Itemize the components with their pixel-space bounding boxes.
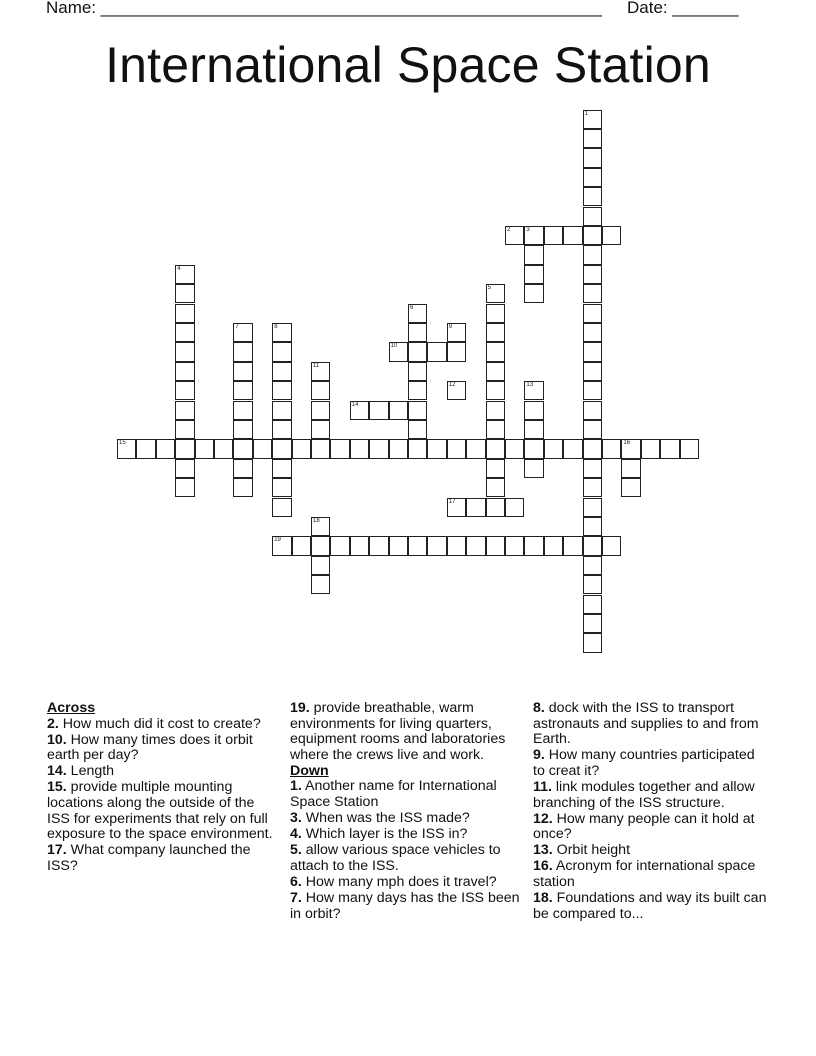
crossword-cell[interactable]: [175, 439, 194, 458]
crossword-cell[interactable]: [524, 265, 543, 284]
crossword-cell[interactable]: [583, 226, 602, 245]
crossword-cell[interactable]: [583, 129, 602, 148]
crossword-cell[interactable]: [505, 226, 524, 245]
cell-number: 1: [584, 110, 588, 117]
cell-number: 11: [313, 362, 320, 369]
clue-number: 3.: [290, 810, 302, 827]
crossword-cell[interactable]: [505, 498, 524, 517]
crossword-cell[interactable]: [544, 439, 563, 458]
crossword-cell[interactable]: [602, 536, 621, 555]
crossword-cell[interactable]: [233, 459, 252, 478]
crossword-cell[interactable]: [389, 536, 408, 555]
crossword-cell[interactable]: [505, 536, 524, 555]
crossword-cell[interactable]: [350, 536, 369, 555]
clue-across-10: [47, 733, 277, 764]
crossword-cell[interactable]: [486, 536, 505, 555]
crossword-cell[interactable]: [311, 536, 330, 555]
crossword-cell[interactable]: [447, 342, 466, 361]
crossword-cell[interactable]: [175, 265, 194, 284]
crossword-cell[interactable]: [486, 420, 505, 439]
crossword-cell[interactable]: [583, 633, 602, 652]
crossword-cell[interactable]: [447, 498, 466, 517]
clue-text: Foundations and way its built can be compared to...: [533, 890, 767, 922]
clue-number: 13.: [533, 842, 553, 859]
crossword-cell[interactable]: [583, 517, 602, 536]
crossword-cell[interactable]: [175, 323, 194, 342]
cell-number: 16: [623, 440, 631, 447]
crossword-cell[interactable]: [583, 207, 602, 226]
cell-number: 8: [274, 323, 278, 330]
clue-text: How many times does it orbit earth per day?: [47, 731, 253, 764]
crossword-cell[interactable]: [272, 439, 291, 458]
crossword-cell[interactable]: [408, 362, 427, 381]
crossword-cell[interactable]: [175, 381, 194, 400]
clue-text: Length: [66, 763, 115, 780]
clue-text: How many days has the ISS been in orbit?: [290, 890, 520, 922]
crossword-cell[interactable]: [156, 439, 175, 458]
crossword-cell[interactable]: [583, 381, 602, 400]
crossword-cell[interactable]: [583, 439, 602, 458]
crossword-cell[interactable]: [660, 439, 679, 458]
crossword-cell[interactable]: [583, 148, 602, 167]
crossword-cell[interactable]: [583, 556, 602, 575]
crossword-cell[interactable]: [272, 420, 291, 439]
clue-text: link modules together and allow branching of the ISS structure.: [533, 778, 755, 811]
crossword-cell[interactable]: [233, 478, 252, 497]
crossword-cell[interactable]: [175, 284, 194, 303]
crossword-cell[interactable]: [583, 342, 602, 361]
clue-across-17: [47, 843, 277, 874]
cell-number: 14: [351, 401, 359, 408]
crossword-cell[interactable]: [447, 439, 466, 458]
crossword-cell[interactable]: [292, 439, 311, 458]
crossword-cell[interactable]: [175, 459, 194, 478]
clue-text: Acronym for international space station: [533, 858, 756, 891]
crossword-cell[interactable]: [524, 284, 543, 303]
crossword-cell[interactable]: [272, 362, 291, 381]
crossword-cell[interactable]: [272, 478, 291, 497]
crossword-cell[interactable]: [408, 420, 427, 439]
down-heading: Down: [290, 762, 329, 779]
crossword-cell[interactable]: [408, 439, 427, 458]
clue-text: allow various space vehicles to attach to the ISS.: [290, 842, 501, 874]
crossword-cell[interactable]: [466, 439, 485, 458]
cell-number: 10: [390, 343, 398, 350]
crossword-cell[interactable]: [350, 401, 369, 420]
crossword-cell[interactable]: [524, 420, 543, 439]
crossword-cell[interactable]: [427, 439, 446, 458]
crossword-cell[interactable]: [524, 226, 543, 245]
clue-down-12: [533, 812, 769, 843]
crossword-cell[interactable]: [524, 381, 543, 400]
crossword-cell[interactable]: [563, 439, 582, 458]
crossword-cell[interactable]: [311, 381, 330, 400]
crossword-cell[interactable]: [486, 478, 505, 497]
crossword-cell[interactable]: [524, 536, 543, 555]
crossword-cell[interactable]: [583, 323, 602, 342]
crossword-cell[interactable]: [369, 439, 388, 458]
crossword-cell[interactable]: [486, 284, 505, 303]
crossword-cell[interactable]: [408, 536, 427, 555]
cell-number: 4: [177, 265, 181, 272]
clue-number: 17.: [47, 842, 67, 859]
cell-number: 5: [487, 285, 491, 292]
crossword-cell[interactable]: [233, 362, 252, 381]
clue-text: provide breathable, warm environments for living quarters, equipment rooms and laboratories where the crews live and work.: [290, 700, 506, 763]
crossword-cell[interactable]: [602, 226, 621, 245]
crossword-cell[interactable]: [311, 362, 330, 381]
crossword-cell[interactable]: [292, 536, 311, 555]
crossword-cell[interactable]: [583, 304, 602, 323]
crossword-cell[interactable]: [272, 342, 291, 361]
crossword-cell[interactable]: [233, 439, 252, 458]
crossword-cell[interactable]: [583, 498, 602, 517]
crossword-cell[interactable]: [621, 439, 640, 458]
crossword-cell[interactable]: [486, 401, 505, 420]
crossword-cell[interactable]: [524, 401, 543, 420]
crossword-cell[interactable]: [427, 342, 446, 361]
crossword-cell[interactable]: [330, 439, 349, 458]
crossword-cell[interactable]: [602, 439, 621, 458]
crossword-cell[interactable]: [272, 459, 291, 478]
crossword-cell[interactable]: [408, 381, 427, 400]
crossword-cell[interactable]: [486, 304, 505, 323]
crossword-cell[interactable]: [233, 381, 252, 400]
crossword-cell[interactable]: [583, 420, 602, 439]
clue-text: dock with the ISS to transport astronauts and supplies to and from Earth.: [533, 700, 759, 748]
crossword-cell[interactable]: [583, 478, 602, 497]
crossword-cell[interactable]: [486, 439, 505, 458]
crossword-cell[interactable]: [505, 439, 524, 458]
clue-across-2: [47, 717, 277, 733]
clues-column-1: [47, 701, 277, 875]
crossword-cell[interactable]: [175, 304, 194, 323]
clue-across-19: [290, 701, 522, 763]
clue-down-8: [533, 701, 769, 748]
clue-down-1: [290, 779, 522, 810]
clue-text: How much did it cost to create?: [58, 715, 261, 732]
cell-number: 12: [448, 382, 456, 389]
crossword-cell[interactable]: [233, 342, 252, 361]
clue-down-3: [290, 811, 522, 827]
crossword-cell[interactable]: [272, 401, 291, 420]
crossword-cell[interactable]: [233, 420, 252, 439]
crossword-cell[interactable]: [486, 381, 505, 400]
cell-number: 9: [448, 323, 453, 330]
clue-across-14: [47, 764, 277, 780]
crossword-cell[interactable]: [583, 401, 602, 420]
crossword-cell[interactable]: [408, 342, 427, 361]
crossword-cell[interactable]: [447, 381, 466, 400]
crossword-cell[interactable]: [524, 439, 543, 458]
crossword-cell[interactable]: [389, 439, 408, 458]
clue-text: Orbit height: [552, 842, 631, 859]
clue-number: 2.: [47, 715, 59, 732]
crossword-cell[interactable]: [583, 110, 602, 129]
clue-text: When was the ISS made?: [301, 810, 470, 827]
clue-down-6: [290, 875, 522, 891]
crossword-cell[interactable]: [195, 439, 214, 458]
clue-text: How many people can it hold at once?: [533, 810, 755, 843]
crossword-cell[interactable]: [583, 536, 602, 555]
crossword-cell[interactable]: [583, 459, 602, 478]
clue-number: 6.: [290, 874, 302, 891]
across-heading: Across: [47, 700, 96, 716]
clue-across-15: [47, 780, 277, 842]
crossword-cell[interactable]: [311, 401, 330, 420]
crossword-cell[interactable]: [408, 304, 427, 323]
clues-column-2: [290, 701, 522, 923]
crossword-cell[interactable]: [389, 401, 408, 420]
crossword-cell[interactable]: [175, 420, 194, 439]
crossword-cell[interactable]: [583, 595, 602, 614]
crossword-cell[interactable]: [524, 459, 543, 478]
crossword-cell[interactable]: [583, 187, 602, 206]
clue-text: Another name for International Space Station: [290, 778, 497, 811]
clue-number: 1.: [290, 778, 302, 795]
crossword-cell[interactable]: [583, 168, 602, 187]
clue-number: 5.: [290, 842, 302, 859]
crossword-cell[interactable]: [466, 498, 485, 517]
cell-number: 6: [410, 304, 414, 311]
crossword-cell[interactable]: [563, 226, 582, 245]
clue-text: How many mph does it travel?: [301, 874, 497, 891]
clue-down-4: [290, 827, 522, 843]
cell-number: 17: [448, 498, 456, 505]
crossword-cell[interactable]: [272, 323, 291, 342]
crossword-cell[interactable]: [408, 323, 427, 342]
crossword-cell[interactable]: [680, 439, 699, 458]
crossword-cell[interactable]: [233, 323, 252, 342]
crossword-cell[interactable]: [369, 536, 388, 555]
crossword-cell[interactable]: [486, 498, 505, 517]
crossword-cell[interactable]: [563, 536, 582, 555]
cell-number: 7: [235, 323, 239, 330]
cell-number: 18: [313, 517, 320, 524]
clue-number: 14.: [47, 763, 67, 780]
crossword-cell[interactable]: [136, 439, 155, 458]
crossword-cell[interactable]: [408, 401, 427, 420]
crossword-cell[interactable]: [389, 342, 408, 361]
cell-number: 15: [119, 440, 126, 447]
crossword-cell[interactable]: [175, 362, 194, 381]
cell-number: 3: [526, 226, 530, 233]
crossword-cell[interactable]: [311, 517, 330, 536]
crossword-cell[interactable]: [621, 459, 640, 478]
crossword-cell[interactable]: [544, 536, 563, 555]
crossword-cell[interactable]: [233, 401, 252, 420]
crossword-cell[interactable]: [486, 459, 505, 478]
crossword-cell[interactable]: [330, 536, 349, 555]
date-field-label: Date: _______: [627, 0, 739, 17]
clue-number: 9.: [533, 747, 545, 764]
clue-number: 8.: [533, 700, 545, 716]
crossword-cell[interactable]: [175, 342, 194, 361]
clue-text: Which layer is the ISS in?: [301, 826, 468, 843]
crossword-cell[interactable]: [253, 439, 272, 458]
clue-down-11: [533, 780, 769, 811]
clue-down-13: [533, 843, 769, 859]
crossword-cell[interactable]: [369, 401, 388, 420]
crossword-cell[interactable]: [311, 556, 330, 575]
crossword-cell[interactable]: [117, 439, 136, 458]
clue-number: 10.: [47, 731, 67, 748]
cell-number: 19: [274, 537, 281, 544]
cell-number: 13: [526, 382, 534, 389]
crossword-cell[interactable]: [583, 614, 602, 633]
crossword-cell[interactable]: [583, 265, 602, 284]
crossword-cell[interactable]: [583, 245, 602, 264]
crossword-cell[interactable]: [427, 536, 446, 555]
clue-down-5: [290, 843, 522, 874]
crossword-cell[interactable]: [214, 439, 233, 458]
crossword-cell[interactable]: [311, 439, 330, 458]
clue-number: 16.: [533, 858, 553, 875]
crossword-cell[interactable]: [272, 536, 291, 555]
clue-text: How many countries participated to creat it?: [533, 747, 755, 779]
clue-down-7: [290, 891, 522, 922]
crossword-cell[interactable]: [350, 439, 369, 458]
clues-column-3: [533, 701, 769, 923]
crossword-cell[interactable]: [175, 478, 194, 497]
crossword-cell[interactable]: [544, 226, 563, 245]
clue-down-18: [533, 891, 769, 922]
crossword-cell[interactable]: [272, 498, 291, 517]
clue-down-16: [533, 859, 769, 890]
crossword-cell[interactable]: [272, 381, 291, 400]
crossword-cell[interactable]: [486, 323, 505, 342]
crossword-cell[interactable]: [486, 362, 505, 381]
page-title: International Space Station: [105, 37, 711, 93]
crossword-cell[interactable]: [621, 478, 640, 497]
clue-number: 4.: [290, 826, 302, 843]
name-field-label: Name: _____________________________________________________: [46, 0, 602, 17]
crossword-cell[interactable]: [486, 342, 505, 361]
clue-down-9: [533, 748, 769, 779]
crossword-cell[interactable]: [311, 420, 330, 439]
crossword-cell[interactable]: [583, 284, 602, 303]
clue-number: 12.: [533, 810, 553, 827]
clue-number: 15.: [47, 779, 67, 796]
crossword-cell[interactable]: [583, 575, 602, 594]
crossword-cell[interactable]: [447, 323, 466, 342]
crossword-cell[interactable]: [311, 575, 330, 594]
crossword-cell[interactable]: [447, 536, 466, 555]
cell-number: 2: [507, 226, 511, 233]
crossword-cell[interactable]: [466, 536, 485, 555]
crossword-cell[interactable]: [524, 245, 543, 264]
clue-number: 19.: [290, 700, 310, 716]
crossword-cell[interactable]: [175, 401, 194, 420]
clue-number: 18.: [533, 890, 553, 907]
clue-number: 11.: [533, 778, 552, 795]
clue-number: 7.: [290, 890, 302, 907]
crossword-cell[interactable]: [583, 362, 602, 381]
clue-text: What company launched the ISS?: [47, 842, 251, 874]
crossword-cell[interactable]: [641, 439, 660, 458]
clue-text: provide multiple mounting locations along the outside of the ISS for experiments that rely on full exposure to the space environment.: [47, 779, 273, 843]
